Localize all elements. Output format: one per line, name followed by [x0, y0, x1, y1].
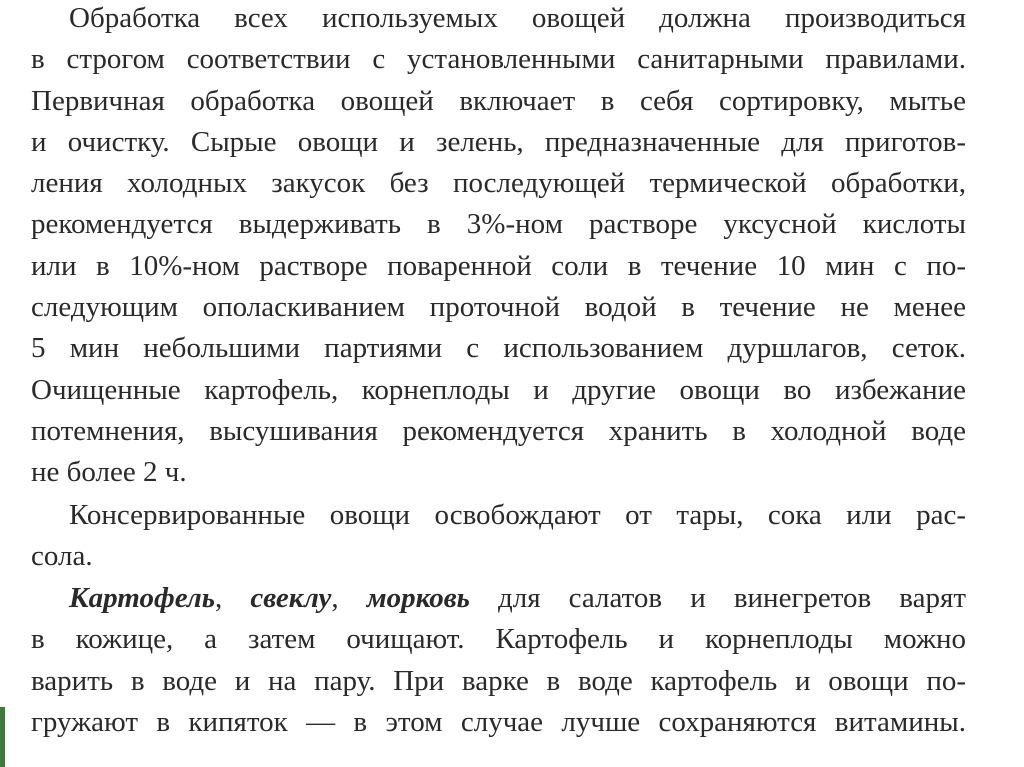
paragraph-2 — [31, 495, 966, 578]
text-line: варить в воде и на пару. При варке в воде картофель и овощи по- — [31, 664, 966, 697]
text-line: Консервированные овощи освобождают от тары, сока или рас- — [69, 498, 966, 531]
text-line: следующим ополаскиванием проточной водой в течение не менее — [31, 291, 966, 324]
text-line: рекомендуется выдерживать в 3%-ном растворе уксусной кислоты — [31, 208, 966, 241]
separator: , — [215, 582, 251, 615]
text-line: и очистку. Сырые овощи и зелень, предназначенные для приготов- — [31, 125, 966, 158]
paragraph-3 — [31, 578, 966, 743]
emphasis-potato: Картофель — [69, 582, 216, 615]
text-line — [31, 578, 966, 619]
text-line: не более 2 ч. — [31, 456, 187, 489]
text-line: в строгом соответствии с установленными санитарными правилами. — [31, 43, 966, 76]
paragraph-1 — [31, 0, 966, 494]
text-line: ления холодных закусок без последующей термической обработки, — [31, 167, 966, 200]
text-line: потемнения, высушивания рекомендуется хранить в холодной воде — [31, 414, 966, 447]
text-line: или в 10%-ном растворе поваренной соли в течение 10 мин с по- — [31, 249, 966, 282]
emphasis-carrot: морковь — [366, 582, 470, 615]
document-text — [31, 0, 966, 743]
separator: , — [331, 582, 367, 615]
text-line: 5 мин небольшими партиями с использованием дуршлагов, сеток. — [31, 332, 966, 365]
text-line: Очищенные картофель, корнеплоды и другие овощи во избежание — [31, 373, 966, 406]
text-line: сола. — [31, 539, 93, 572]
text-line: в кожице, а затем очищают. Картофель и корнеплоды можно — [31, 623, 966, 656]
line-remainder: для салатов и винегретов варят — [469, 582, 967, 615]
text-line: Первичная обработка овощей включает в себя сортировку, мытье — [31, 84, 966, 117]
emphasis-beet: свеклу — [250, 582, 332, 615]
text-line: гружают в кипяток — в этом случае лучше сохраняются витамины. — [31, 706, 966, 739]
accent-bar — [0, 707, 5, 767]
text-line: Обработка всех используемых овощей должна производиться — [69, 2, 966, 34]
